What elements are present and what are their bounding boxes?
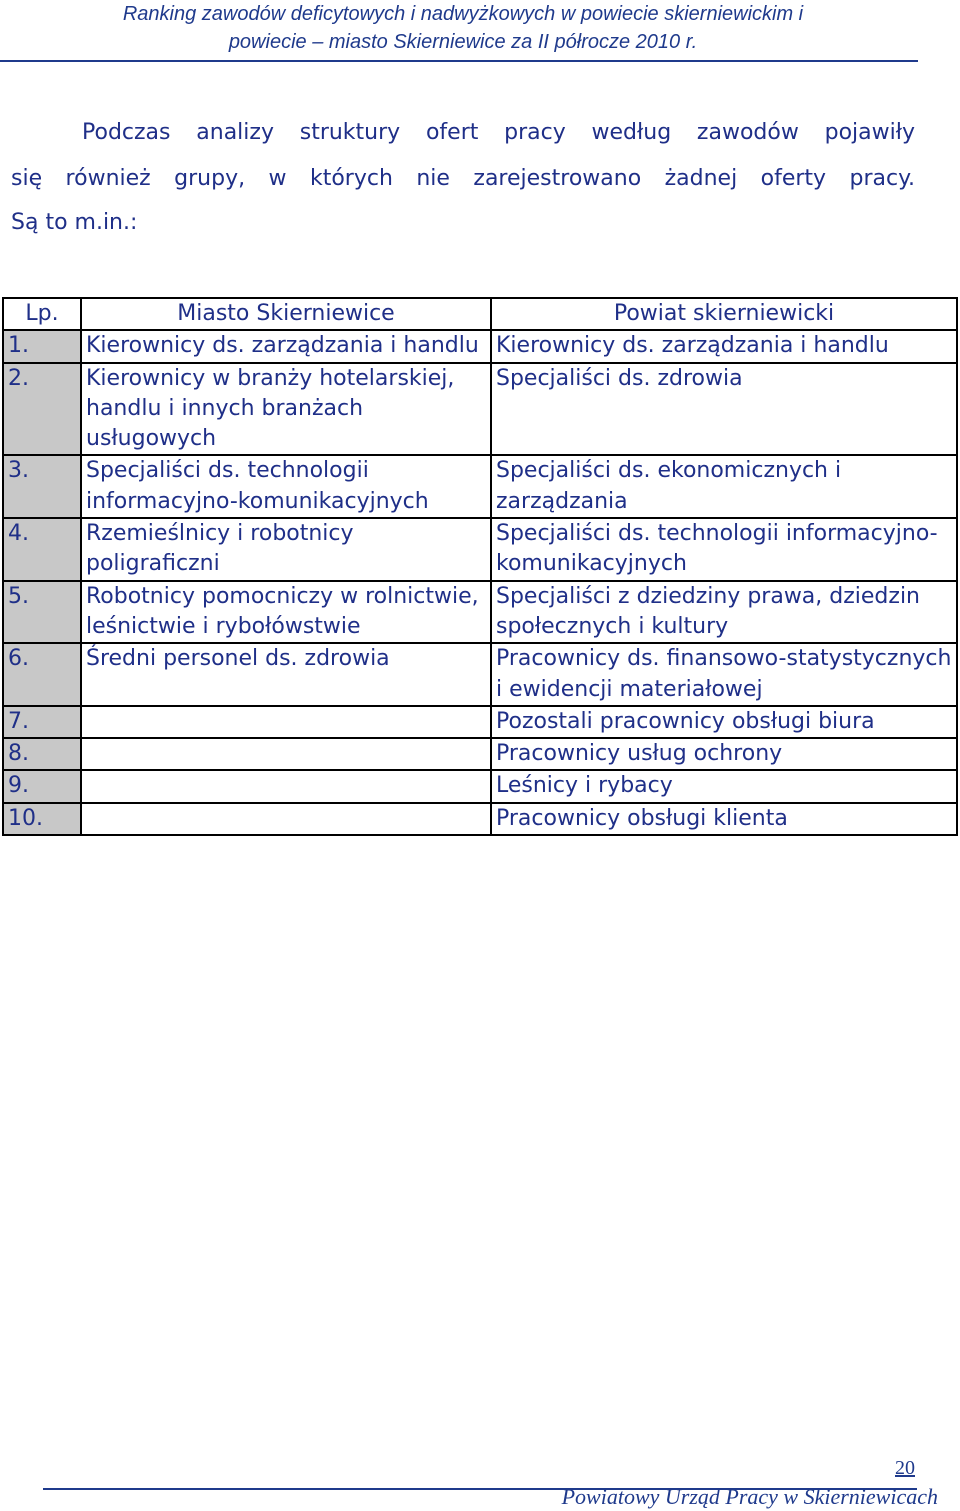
cell-miasto: Specjaliści ds. technologii informacyjno-komunikacyjnych: [81, 455, 491, 518]
cell-miasto: [81, 738, 491, 770]
table-row: [3, 363, 957, 456]
cell-miasto: [81, 803, 491, 835]
cell-miasto: Kierownicy ds. zarządzania i handlu: [81, 330, 491, 362]
cell-lp: 5.: [3, 581, 81, 644]
cell-powiat: Pozostali pracownicy obsługi biura: [491, 706, 957, 738]
cell-lp: 1.: [3, 330, 81, 362]
cell-lp: 10.: [3, 803, 81, 835]
page-number: 20: [895, 1457, 915, 1479]
cell-lp: 8.: [3, 738, 81, 770]
table-row: [3, 803, 957, 835]
intro-line-3: Są to m.in.:: [11, 210, 138, 235]
running-footer: [0, 1484, 960, 1511]
cell-miasto: Kierownicy w branży hotelarskiej, handlu i innych branżach usługowych: [81, 363, 491, 456]
table-row: [3, 518, 957, 581]
cell-lp: 9.: [3, 770, 81, 802]
cell-lp: 7.: [3, 706, 81, 738]
running-header: [0, 0, 960, 60]
header-miasto: Miasto Skierniewice: [81, 298, 491, 330]
cell-miasto: Rzemieślnicy i robotnicy poligraficzni: [81, 518, 491, 581]
cell-powiat: Leśnicy i rybacy: [491, 770, 957, 802]
cell-powiat: Specjaliści ds. technologii informacyjno-komunikacyjnych: [491, 518, 957, 581]
cell-miasto: [81, 770, 491, 802]
intro-line-1: Podczas analizy struktury ofert pracy według zawodów pojawiły: [82, 120, 915, 145]
intro-line-2: się również grupy, w których nie zarejestrowano żadnej oferty pracy.: [11, 166, 915, 191]
cell-lp: 4.: [3, 518, 81, 581]
cell-miasto: [81, 706, 491, 738]
cell-lp: 2.: [3, 363, 81, 456]
table-row: [3, 738, 957, 770]
cell-miasto: Robotnicy pomocniczy w rolnictwie, leśnictwie i rybołówstwie: [81, 581, 491, 644]
header-rule: [0, 60, 918, 62]
table-row: [3, 706, 957, 738]
cell-miasto: Średni personel ds. zdrowia: [81, 643, 491, 706]
table-header-row: [3, 298, 957, 330]
header-powiat: Powiat skierniewicki: [491, 298, 957, 330]
cell-powiat: Pracownicy obsługi klienta: [491, 803, 957, 835]
cell-powiat: Specjaliści ds. ekonomicznych i zarządzania: [491, 455, 957, 518]
cell-powiat: Specjaliści ds. zdrowia: [491, 363, 957, 456]
table-row: [3, 643, 957, 706]
cell-lp: 6.: [3, 643, 81, 706]
table-row: [3, 770, 957, 802]
header-line-2: powiecie – miasto Skierniewice za II półrocze 2010 r.: [228, 31, 698, 53]
cell-powiat: Pracownicy ds. finansowo-statystycznych i ewidencji materiałowej: [491, 643, 957, 706]
cell-lp: 3.: [3, 455, 81, 518]
occupations-table: [2, 297, 958, 836]
cell-powiat: Specjaliści z dziedziny prawa, dziedzin społecznych i kultury: [491, 581, 957, 644]
cell-powiat: Kierownicy ds. zarządzania i handlu: [491, 330, 957, 362]
header-line-1: Ranking zawodów deficytowych i nadwyżkowych w powiecie skierniewickim i: [122, 3, 804, 25]
table-row: [3, 581, 957, 644]
header-lp: Lp.: [3, 298, 81, 330]
table-row: [3, 455, 957, 518]
footer-text: Powiatowy Urząd Pracy w Skierniewicach: [561, 1484, 938, 1509]
table-row: [3, 330, 957, 362]
cell-powiat: Pracownicy usług ochrony: [491, 738, 957, 770]
